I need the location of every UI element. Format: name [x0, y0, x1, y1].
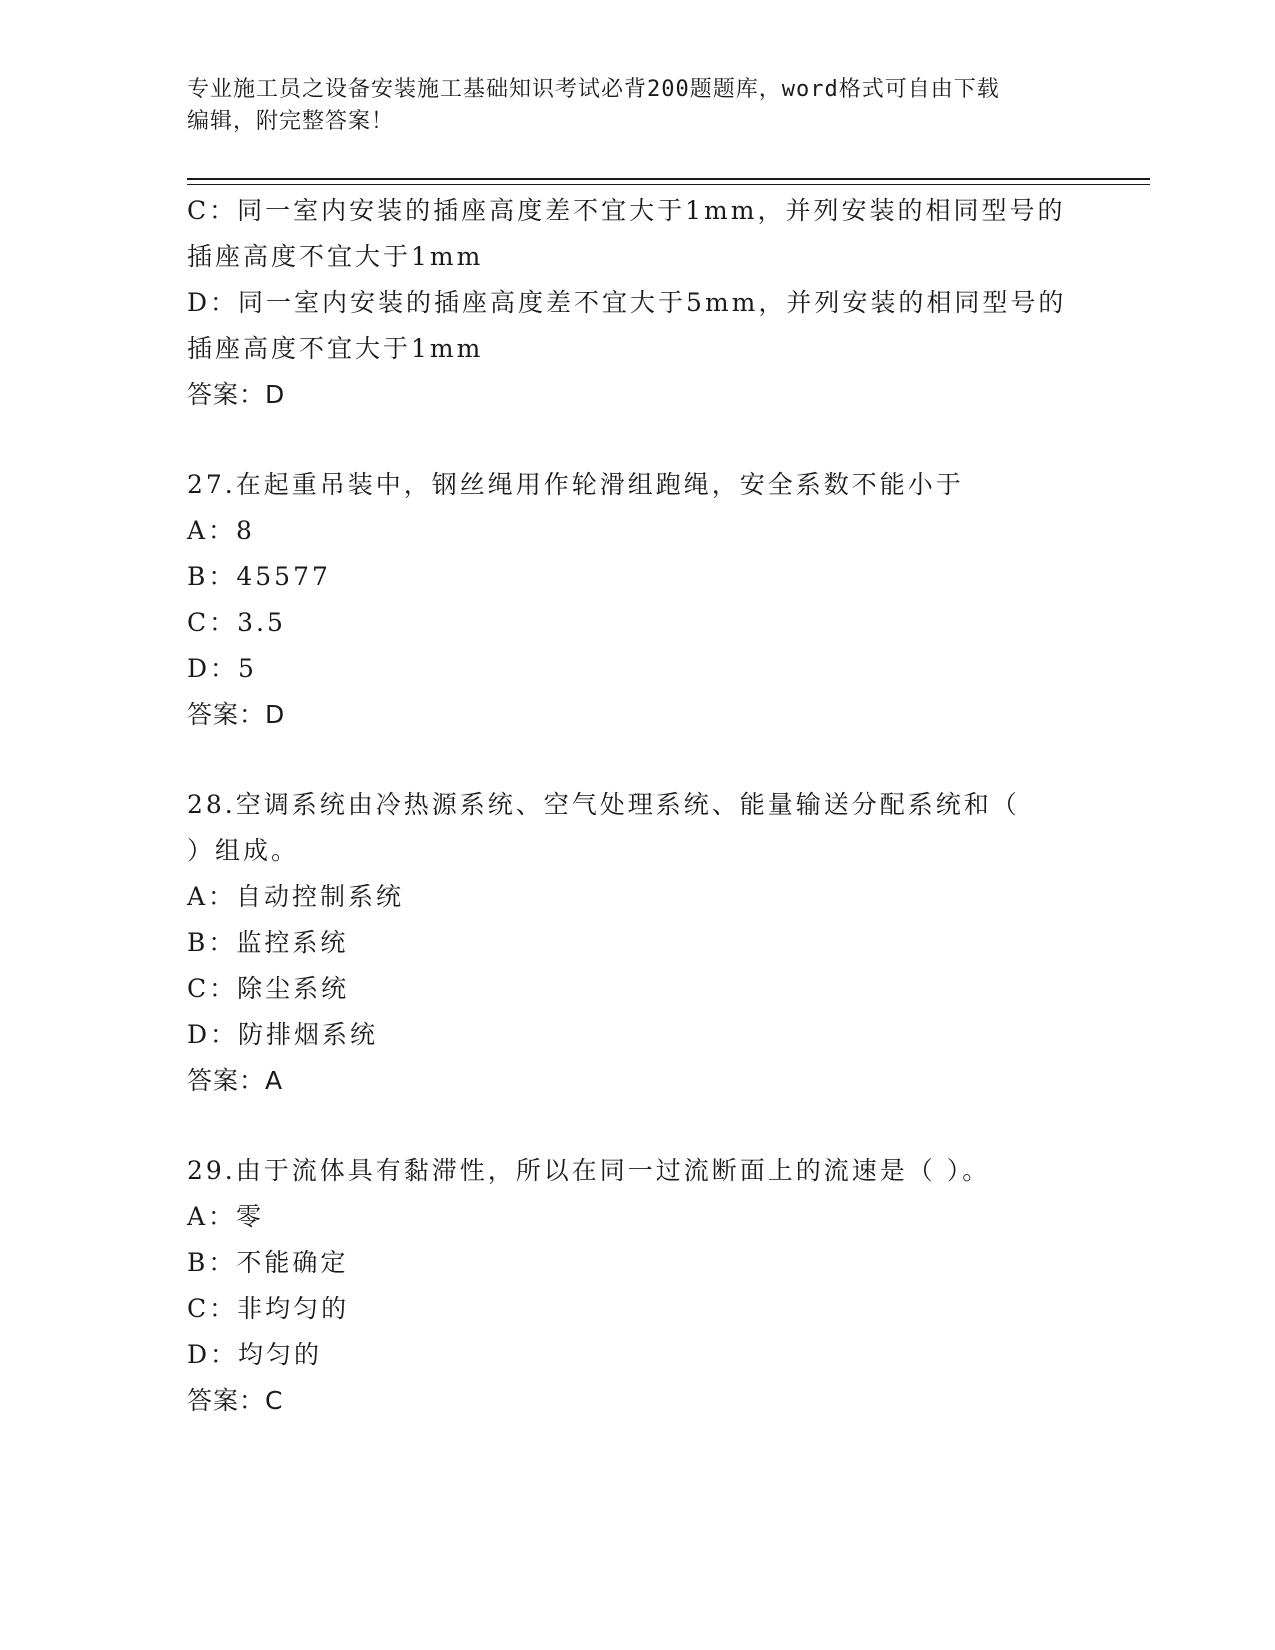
option-d: D：同一室内安装的插座高度差不宜大于5mm，并列安装的相同型号的 [187, 288, 1067, 317]
question-text: 27.在起重吊装中，钢丝绳用作轮滑组跑绳，安全系数不能小于 [187, 470, 964, 499]
option-a: A：自动控制系统 [187, 882, 405, 911]
option-c: C：同一室内安装的插座高度差不宜大于1mm，并列安装的相同型号的 [187, 196, 1066, 225]
answer: 答案：C [187, 1386, 284, 1415]
spacer [187, 738, 1067, 782]
header-divider-thick [187, 178, 1150, 180]
question-text: 29.由于流体具有黏滞性，所以在同一过流断面上的流速是（ ）。 [187, 1156, 991, 1185]
question-29 [187, 1148, 1067, 1424]
option-d: D：防排烟系统 [187, 1020, 379, 1049]
document-header [187, 74, 1067, 138]
option-a: A：8 [187, 516, 255, 545]
option-d-continued: 插座高度不宜大于1mm [187, 334, 484, 363]
option-d: D：均匀的 [187, 1340, 323, 1369]
question-27 [187, 462, 1067, 738]
option-d: D：5 [187, 654, 257, 683]
question-26-continued [187, 188, 1067, 418]
header-divider-thin [187, 184, 1150, 185]
question-text: 28.空调系统由冷热源系统、空气处理系统、能量输送分配系统和（ [187, 790, 1020, 819]
question-list [187, 188, 1067, 1424]
option-c: C：除尘系统 [187, 974, 350, 1003]
option-c-continued: 插座高度不宜大于1mm [187, 242, 484, 271]
answer: 答案：D [187, 380, 286, 409]
spacer [187, 418, 1067, 462]
option-c: C：非均匀的 [187, 1294, 350, 1323]
question-28 [187, 782, 1067, 1104]
spacer [187, 1104, 1067, 1148]
option-c: C：3.5 [187, 608, 286, 637]
option-b: B：监控系统 [187, 928, 349, 957]
header-title-line2: 编辑，附完整答案！ [187, 109, 395, 134]
option-b: B：45577 [187, 562, 331, 591]
option-b: B：不能确定 [187, 1248, 349, 1277]
option-a: A：零 [187, 1202, 265, 1231]
answer: 答案：D [187, 700, 286, 729]
answer: 答案：A [187, 1066, 284, 1095]
header-title-line1: 专业施工员之设备安装施工基础知识考试必背200题题库，word格式可自由下载 [187, 77, 1000, 102]
question-text-continued: ）组成。 [187, 836, 300, 865]
